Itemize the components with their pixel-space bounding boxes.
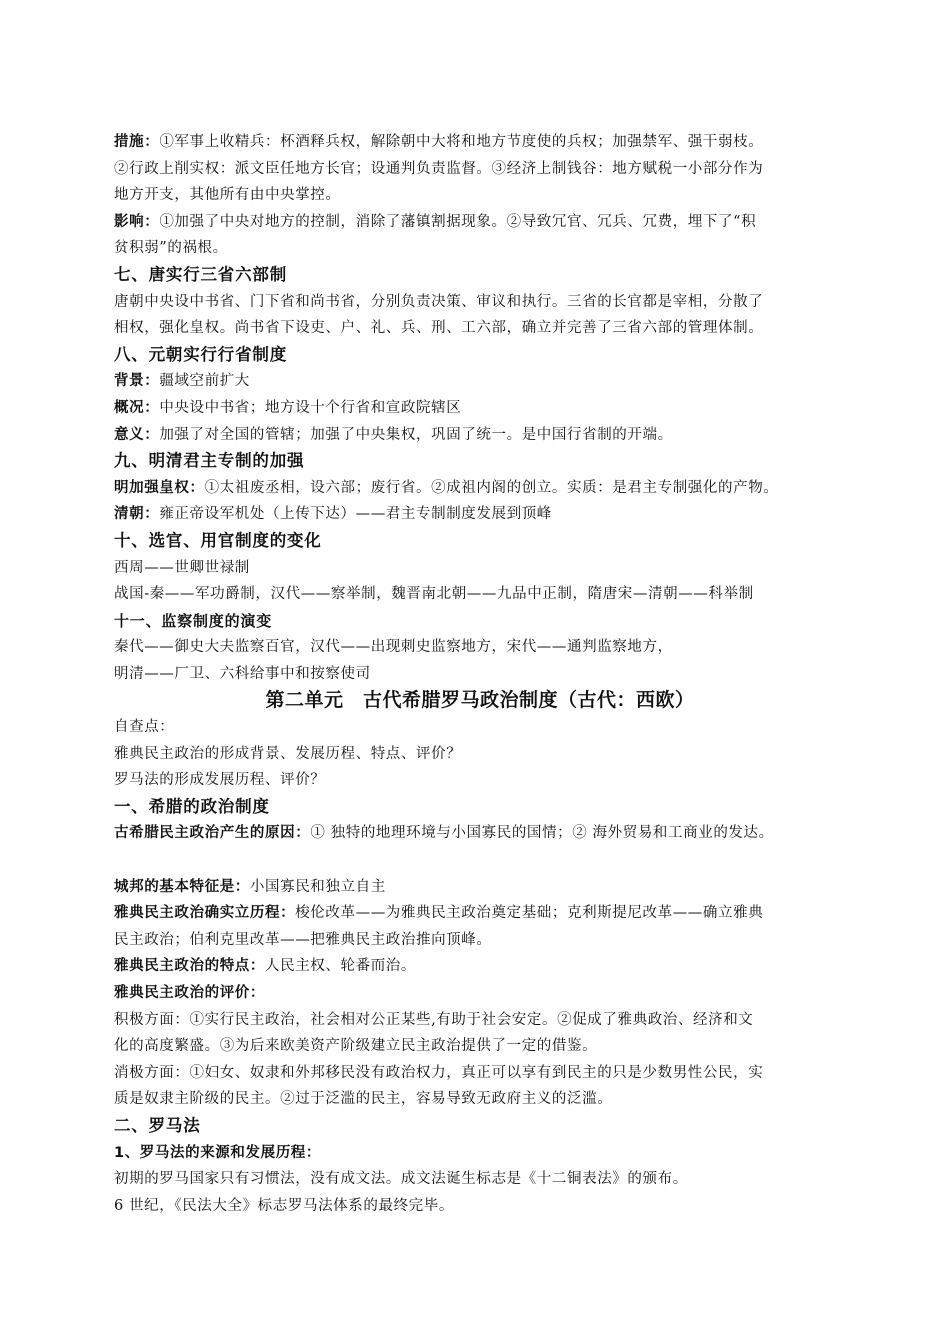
- heading-yuan: 八、元朝实行行省制度: [114, 344, 287, 364]
- greece-history-line-1: 雅典民主政治确实立历程：梭伦改革——为雅典民主政治奠定基础；克利斯提尼改革——确立雅典: [114, 905, 764, 922]
- supervision-line-1: 秦代——御史大夫监察百官，汉代——出现刺史监察地方，宋代——通判监察地方，: [114, 639, 673, 656]
- greece-negative-line-1: 消极方面：①妇女、奴隶和外邦移民没有政治权力，真正可以享有到民主的只是少数男性公民，实: [114, 1064, 764, 1081]
- unit-two-title: 第二单元 古代希腊罗马政治制度（古代：西欧）: [265, 689, 695, 712]
- yuan-background: 背景：疆域空前扩大: [114, 373, 250, 390]
- heading-supervision: 十一、监察制度的演变: [114, 611, 273, 630]
- measures-label: 措施：: [114, 134, 160, 150]
- greece-cause: 古希腊民主政治产生的原因：① 独特的地理环境与小国寡民的国情；② 海外贸易和工商业的发达。: [114, 825, 774, 842]
- greece-negative-line-2: 质是奴隶主阶级的民主。②过于泛滥的民主，容易导致无政府主义的泛滥。: [114, 1091, 613, 1108]
- self-check-question-1: 雅典民主政治的形成背景、发展历程、特点、评价？: [114, 745, 462, 762]
- officials-line-1: 西周——世卿世禄制: [114, 559, 250, 576]
- heading-tang: 七、唐实行三省六部制: [114, 264, 287, 284]
- ming-line: 明加强皇权：①太祖废丞相，设六部；废行省。②成祖内阁的创立。实质：是君主专制强化的产物。: [114, 479, 779, 496]
- greece-features: 雅典民主政治的特点：人民主权、轮番而治。: [114, 958, 416, 975]
- self-check-question-2: 罗马法的形成发展历程、评价？: [114, 772, 326, 789]
- song-measures-line-3: 地方开支，其他所有由中央掌控。: [114, 187, 341, 204]
- yuan-overview: 概况：中央设中书省；地方设十个行省和宣政院辖区: [114, 399, 462, 416]
- greece-polis: 城邦的基本特征是：小国寡民和独立自主: [114, 878, 386, 895]
- blank-line: [114, 847, 854, 874]
- heading-mingqing: 九、明清君主专制的加强: [114, 451, 305, 471]
- self-check-label: 自查点：: [114, 719, 175, 736]
- tang-line-2: 相权，强化皇权。尚书省下设吏、户、礼、兵、刑、工六部，确立并完善了三省六部的管理体制。: [114, 320, 764, 337]
- document-page: [114, 129, 854, 1219]
- qing-line: 清朝：雍正帝设军机处（上传下达）——君主专制制度发展到顶峰: [114, 506, 552, 523]
- greece-positive-line-2: 化的高度繁盛。③为后来欧美资产阶级建立民主政治提供了一定的借鉴。: [114, 1038, 598, 1055]
- song-measures-line-1: 措施：①军事上收精兵：杯酒释兵权，解除朝中大将和地方节度使的兵权；加强禁军、强干弱枝。: [114, 134, 764, 150]
- song-measures-line-2: ②行政上削实权：派文臣任地方长官；设通判负责监督。③经济上制钱谷：地方赋税一小部分作为: [114, 160, 764, 177]
- supervision-line-2: 明清——厂卫、六科给事中和按察使司: [114, 665, 371, 682]
- yuan-meaning: 意义：加强了对全国的管辖；加强了中央集权，巩固了统一。是中国行省制的开端。: [114, 426, 673, 443]
- greece-positive-line-1: 积极方面：①实行民主政治，社会相对公正某些,有助于社会安定。②促成了雅典政治、经济和文: [114, 1011, 754, 1028]
- song-impact-line-1: 影响：①加强了中央对地方的控制，消除了藩镇割据现象。②导致冗官、冗兵、冗费，埋下了“积: [114, 213, 757, 230]
- heading-rome: 二、罗马法: [114, 1115, 201, 1135]
- rome-line-2: 6 世纪，《民法大全》标志罗马法体系的最终完毕。: [114, 1197, 454, 1214]
- greece-eval-label: 雅典民主政治的评价：: [114, 985, 265, 1001]
- impact-label: 影响：: [114, 213, 160, 230]
- greece-history-line-2: 民主政治；伯利克里改革——把雅典民主政治推向顶峰。: [114, 931, 492, 948]
- heading-greece: 一、希腊的政治制度: [114, 796, 270, 816]
- tang-line-1: 唐朝中央设中书省、门下省和尚书省，分别负责决策、审议和执行。三省的长官都是宰相，分散了: [114, 293, 764, 310]
- song-impact-line-2: 贫积弱”的祸根。: [114, 240, 228, 257]
- rome-line-1: 初期的罗马国家只有习惯法，没有成文法。成文法诞生标志是《十二铜表法》的颁布。: [114, 1171, 688, 1188]
- officials-line-2: 战国-秦——军功爵制，汉代——察举制，魏晋南北朝——九品中正制，隋唐宋—清朝——科举制: [114, 586, 754, 603]
- rome-sub-heading: 1、罗马法的来源和发展历程：: [114, 1144, 321, 1161]
- heading-officials: 十、选官、用官制度的变化: [114, 530, 322, 550]
